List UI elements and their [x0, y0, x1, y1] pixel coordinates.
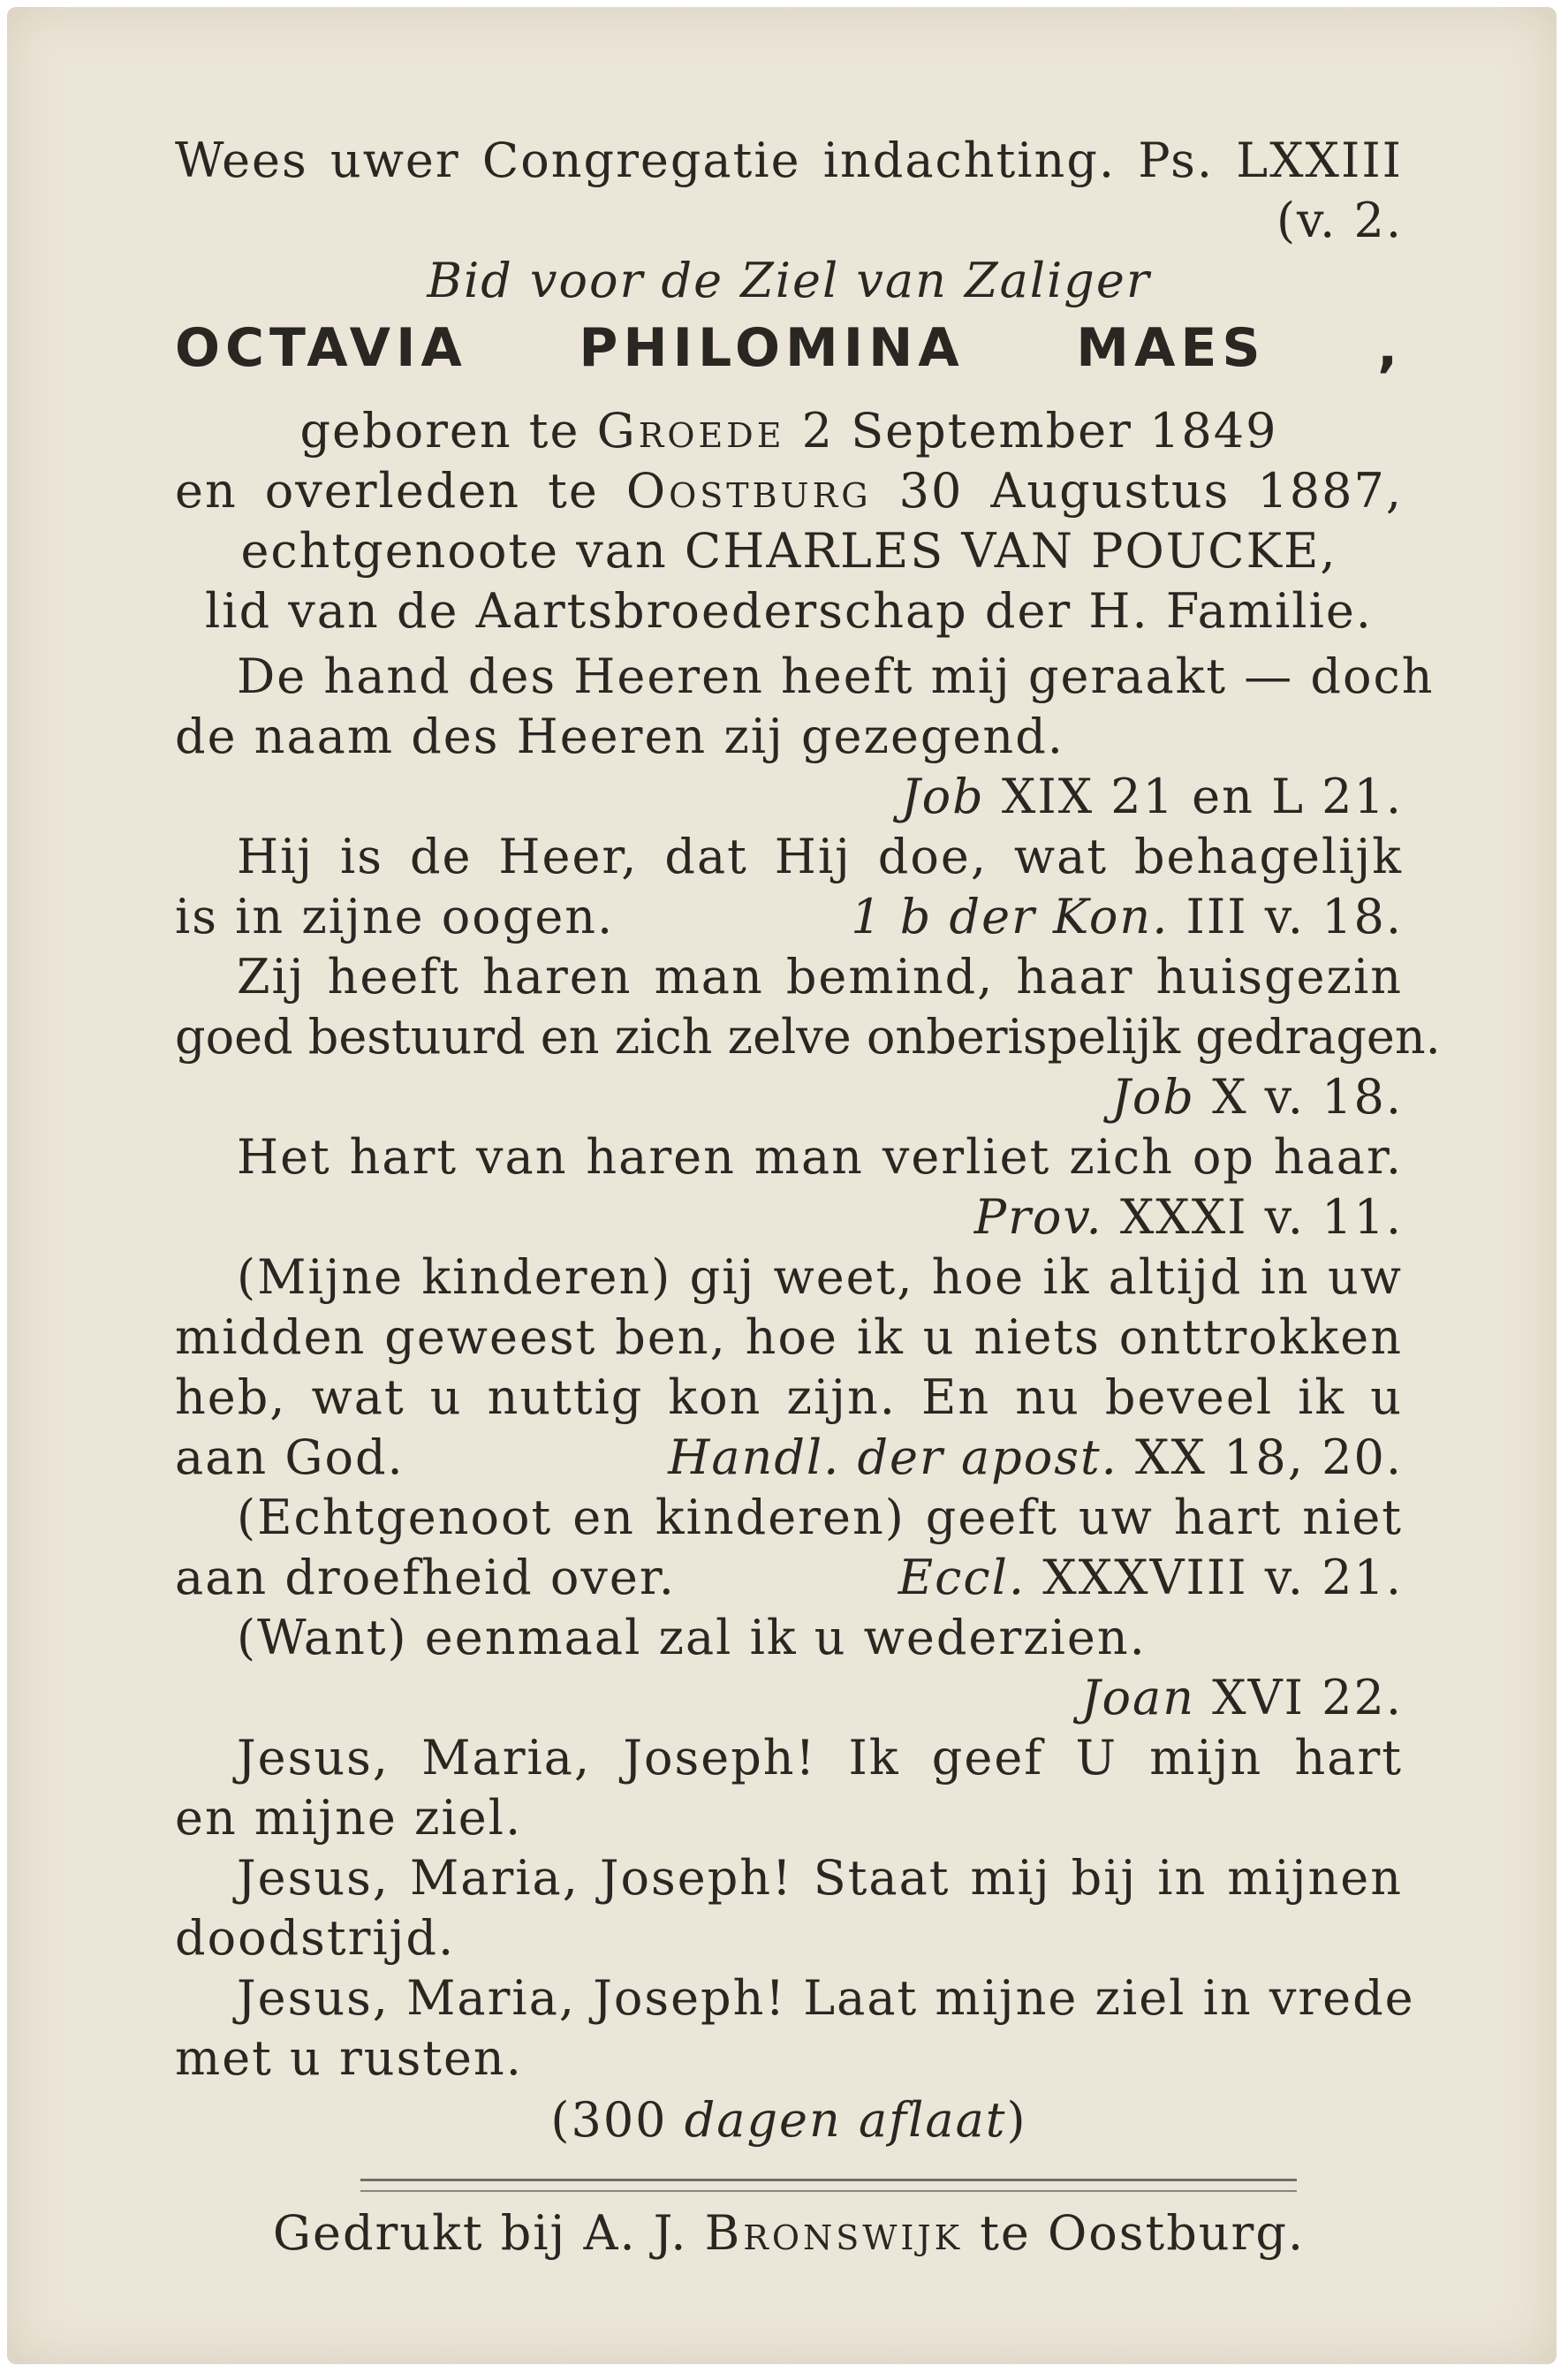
indulgence-text: dagen aflaat [684, 2092, 1007, 2148]
prayer-line: doodstrijd. [175, 1910, 456, 1966]
prayer-line: Jesus, Maria, Joseph! Laat mijne ziel in vrede [237, 1970, 1415, 2026]
verse-line: (Echtgenoot en kinderen) geeft uw hart niet [237, 1490, 1403, 1545]
deceased-name: OCTAVIA PHILOMINA MAES , [175, 317, 1403, 379]
verse-line: heb, wat u nuttig kon zijn. En nu beveel ik u [175, 1369, 1403, 1425]
ornamental-divider [360, 2179, 1297, 2192]
printer-prefix: Gedrukt bij A. J. [272, 2205, 688, 2261]
reference-book: Joan [1080, 1670, 1195, 1725]
prayer-line: met u rusten. [175, 2030, 523, 2086]
reference-book: Prov. [973, 1189, 1103, 1245]
verse-reference [175, 1187, 1403, 1247]
verse-reference [668, 1428, 1403, 1488]
printer-suffix: te Oostburg. [980, 2205, 1306, 2261]
verse-line: (Want) eenmaal zal ik u wederzien. [237, 1610, 1147, 1665]
reference-chapter: XXXI v. 11. [1119, 1189, 1403, 1245]
verse-line: de naam des Heeren zij gezegend. [175, 709, 1064, 764]
verse-line: goed bestuurd en zich zelve onberispelijk gedragen. [175, 1009, 1441, 1065]
prayer-line: Jesus, Maria, Joseph! Staat mij bij in mijnen [237, 1850, 1403, 1906]
reference-chapter: XXXVIII v. 21. [1042, 1550, 1403, 1605]
born-prefix: geboren te [299, 403, 580, 459]
verse-reference [851, 887, 1403, 947]
verse-line-with-reference [175, 1428, 1403, 1488]
verse-line-with-reference [175, 887, 1403, 947]
indulgence-close: ) [1006, 2092, 1027, 2148]
printer-line [175, 2203, 1403, 2263]
reference-chapter: XX 18, 20. [1135, 1429, 1403, 1485]
verse-reference [175, 1668, 1403, 1728]
intro-line: Bid voor de Ziel van Zaliger [427, 253, 1151, 308]
died-line [175, 461, 1403, 521]
indulgence-line [175, 2090, 1403, 2150]
reference-chapter: XVI 22. [1212, 1670, 1403, 1725]
born-line [175, 401, 1403, 461]
verse-line: (Mijne kinderen) gij weet, hoe ik altijd in uw [237, 1249, 1403, 1305]
verse-text: aan droefheid over. [175, 1550, 676, 1605]
memorial-card [7, 7, 1557, 2364]
reference-chapter: X v. 18. [1212, 1069, 1403, 1125]
reference-chapter: III v. 18. [1185, 889, 1403, 944]
born-place: Groede [596, 403, 785, 459]
died-place: Oostburg [625, 463, 872, 519]
prayer-line: en mijne ziel. [175, 1790, 523, 1846]
reference-book: 1 b der Kon. [851, 889, 1170, 944]
verse-text: is in zijne oogen. [175, 889, 615, 944]
reference-book: Job [901, 769, 985, 824]
psalm-ref: Ps. LXXIII [1138, 133, 1403, 188]
reference-book: Handl. der apost. [668, 1429, 1118, 1485]
reference-book: Eccl. [898, 1550, 1026, 1605]
verse-line: Zij heeft haren man bemind, haar huisgezin [237, 949, 1403, 1005]
member-line: lid van de Aartsbroederschap der H. Familie. [205, 583, 1373, 639]
verse-line: Het hart van haren man verliet zich op haar. [237, 1129, 1403, 1185]
spouse-line: echtgenoote van CHARLES VAN POUCKE, [240, 523, 1337, 579]
died-date: 30 Augustus 1887, [898, 463, 1403, 519]
psalm-verse: (v. 2. [1276, 193, 1403, 248]
died-prefix: en overleden te [175, 463, 599, 519]
verse-reference [898, 1548, 1403, 1608]
verse-line: midden geweest ben, hoe ik u niets onttrokken [175, 1309, 1403, 1365]
verse-text: aan God. [175, 1429, 405, 1485]
verse-line: Hij is de Heer, dat Hij doe, wat behagelijk [237, 829, 1403, 884]
born-date: 2 September 1849 [801, 403, 1278, 459]
verse-line: De hand des Heeren heeft mij geraakt — doch [237, 648, 1435, 704]
reference-book: Job [1111, 1069, 1195, 1125]
reference-chapter: XIX 21 en L 21. [1001, 769, 1403, 824]
indulgence-days: (300 [550, 2092, 668, 2148]
verse-line-with-reference [175, 1548, 1403, 1608]
motto: Wees uwer Congregatie indachting. [175, 133, 1117, 188]
prayer-line: Jesus, Maria, Joseph! Ik geef U mijn hart [237, 1730, 1403, 1785]
verse-reference [175, 1067, 1403, 1127]
verse-reference [175, 767, 1403, 827]
motto-line [175, 131, 1403, 191]
printer-name: Bronswijk [704, 2205, 964, 2261]
